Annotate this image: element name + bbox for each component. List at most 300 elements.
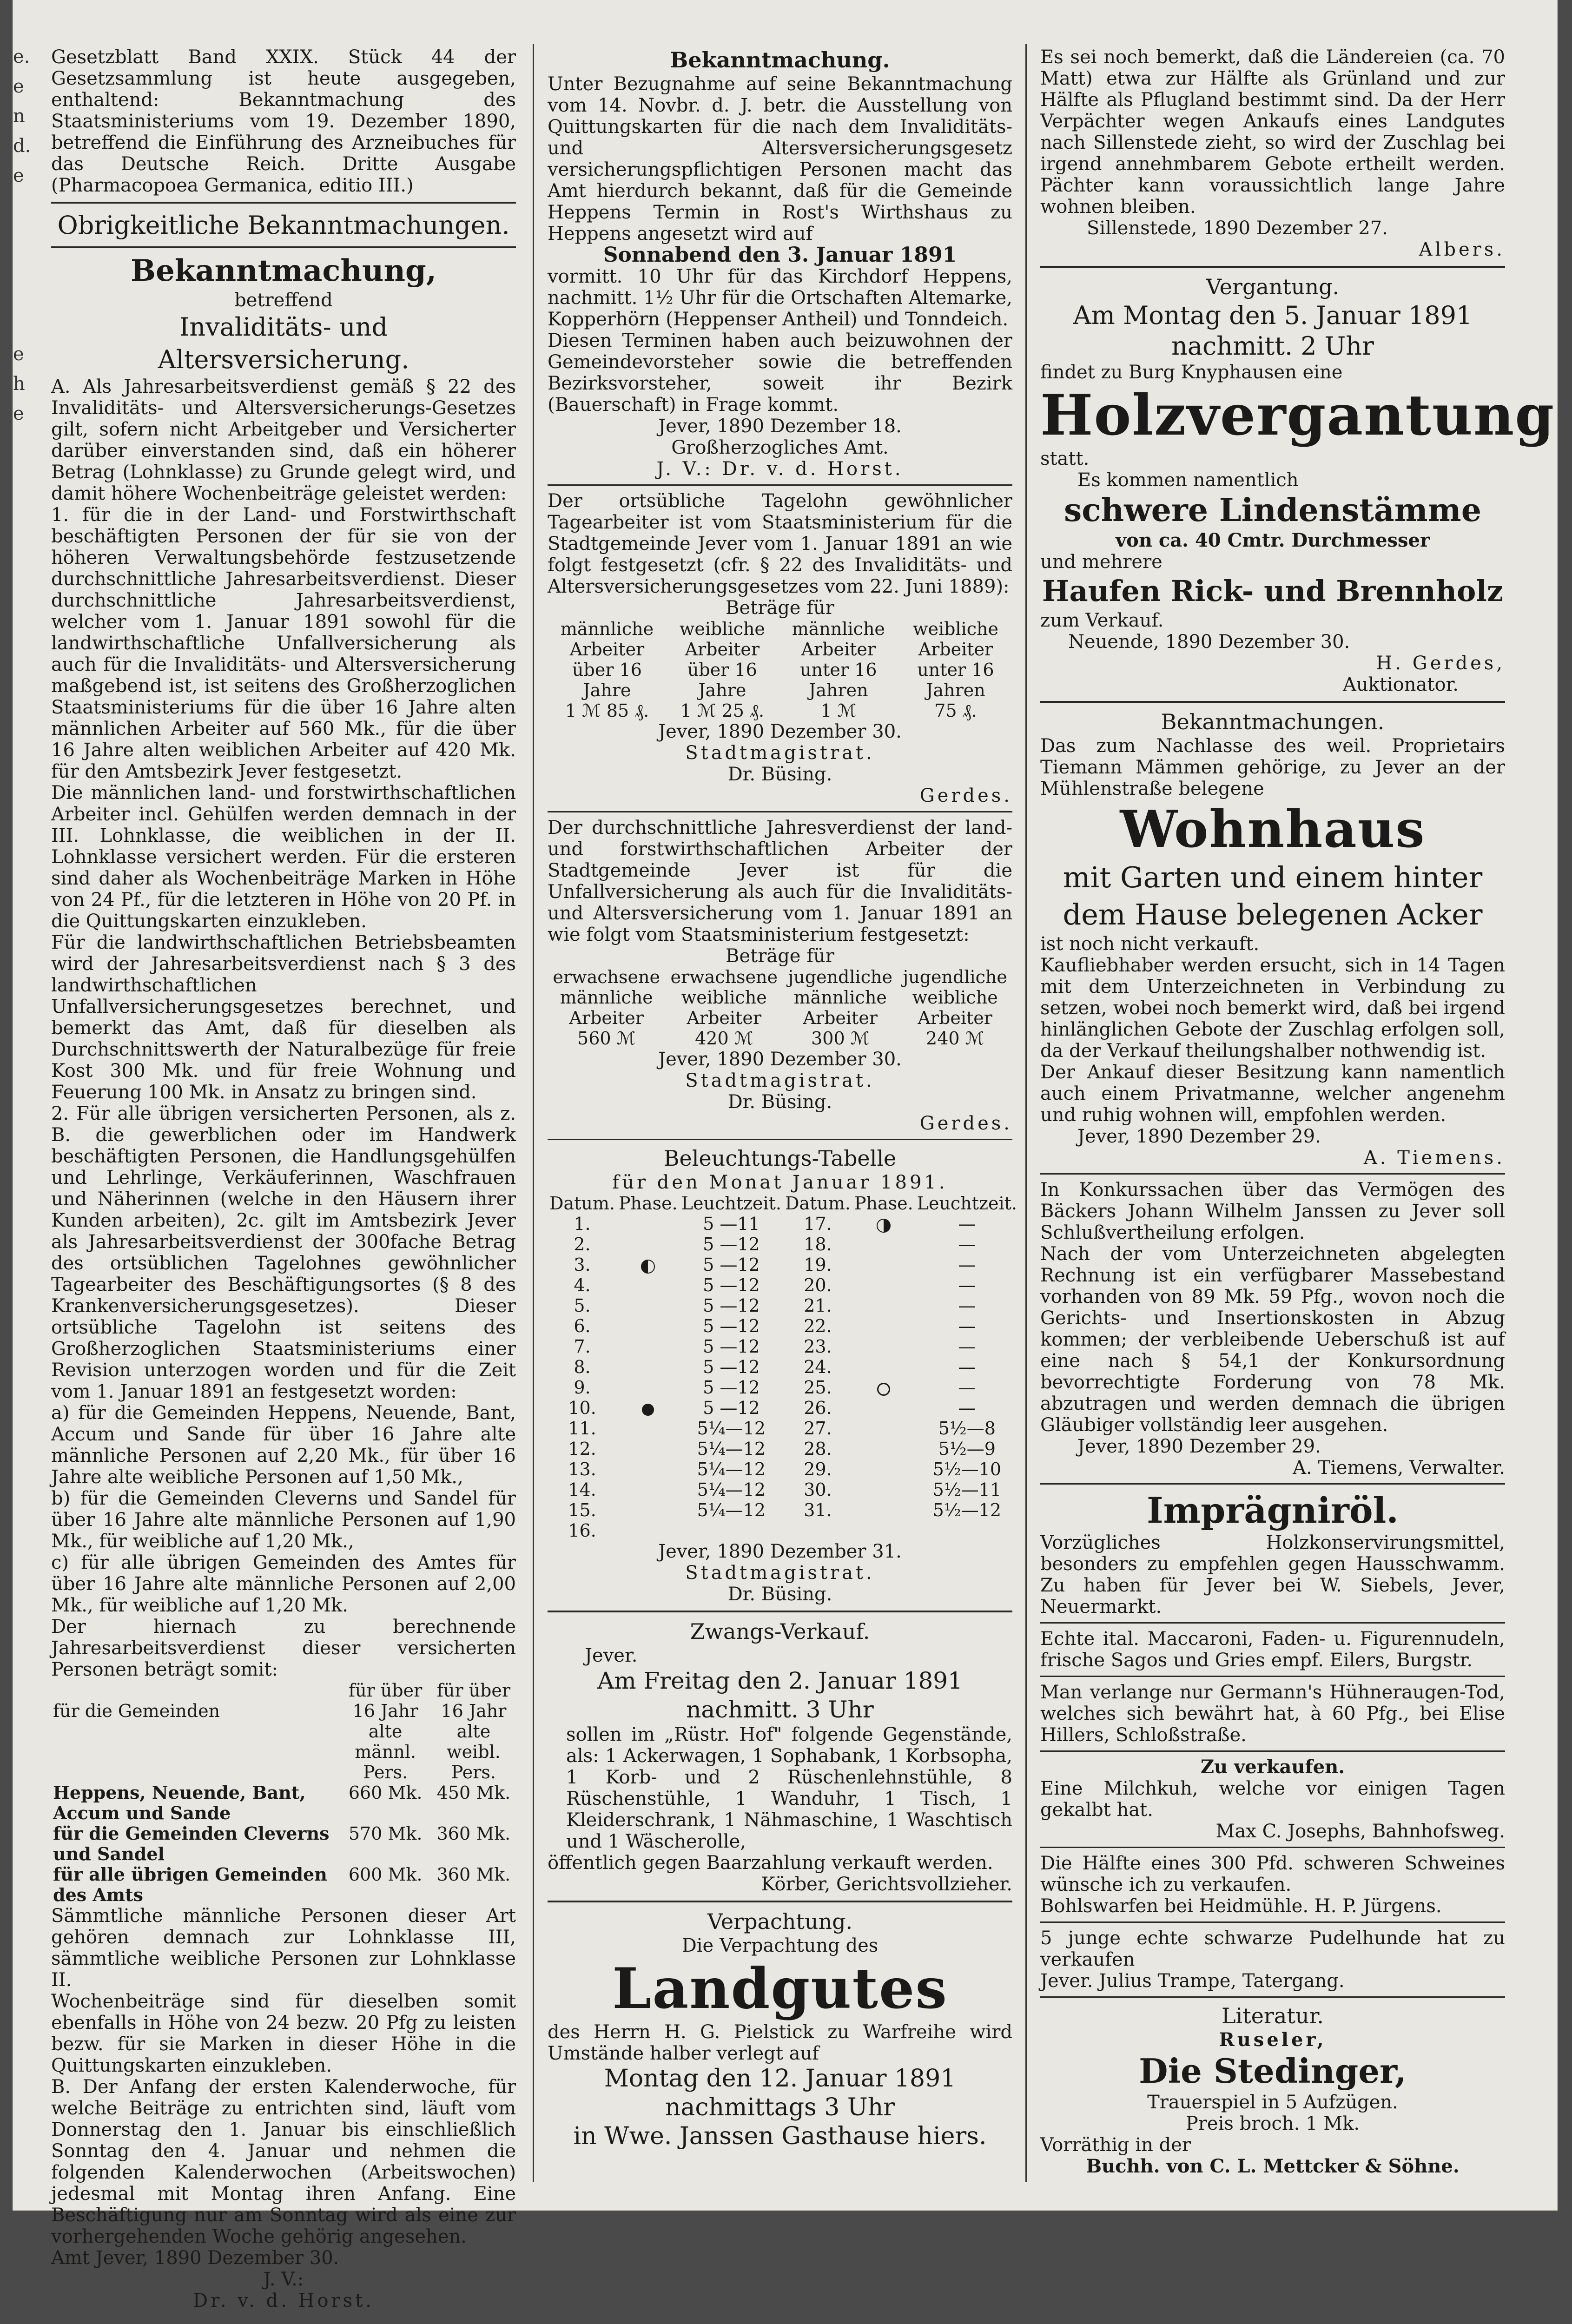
table-row xyxy=(548,1439,1019,1459)
table-caption: Beträge für xyxy=(726,597,834,619)
table-cell: 13. xyxy=(568,1459,596,1479)
table-cell: 5 —12 xyxy=(703,1336,760,1357)
table-row xyxy=(548,1479,1019,1500)
table-cell: 5 —12 xyxy=(703,1234,760,1254)
table-cell: 16. xyxy=(568,1520,596,1541)
table-cell: 5¼—12 xyxy=(697,1459,766,1479)
margin-fragment xyxy=(13,310,43,339)
table-row xyxy=(548,1316,1019,1336)
signature-name: J. V.: Dr. v. d. Horst. xyxy=(656,458,904,480)
verg-headline: Holzvergantung xyxy=(1040,383,1555,448)
table-cell: 19. xyxy=(804,1254,832,1275)
table-cell: 5. xyxy=(574,1295,591,1316)
moon-phase-icon xyxy=(852,1275,915,1295)
signature-org: Großherzogliches Amt. xyxy=(671,437,889,458)
table-cell: 5¼—12 xyxy=(697,1418,766,1439)
paragraph: B. Der Anfang der ersten Kalenderwoche, für welche Beiträge zu entrichten sind, läuft vom Donnerstag den 1. Januar bis einschließlich Sonntag den 4. Januar und nehmen die folgenden Kalenderwochen (Arbeitswochen) jedesmal mit Montag ihren Anfang. Eine Beschäftigung nur am Sonntag wird als eine zur vorhergehenden Woche gehörig angesehen. xyxy=(51,2076,516,2247)
signature-place: Jever, 1890 Dezember 30. xyxy=(658,1049,902,1070)
paragraph: Es sei noch bemerkt, daß die Ländereien (ca. 70 Matt) etwa zur Hälfte als Grünland und zur Hälfte als Pflugland bestimmt sind. Da der Herr Verpächter wegen Ankaufs eines Landgutes nach Sillenstede zieht, so wird der Zuschlag bei irgend annehmbarem Gebote ertheilt werden. Pächter kann voraussichtlich lange Jahre wohnen bleiben. xyxy=(1040,46,1505,218)
moon-phase-icon xyxy=(617,1439,680,1459)
column-rule-1 xyxy=(533,44,534,2182)
paragraph: A. Als Jahresarbeitsverdienst gemäß § 22 des Invaliditäts- und Altersversicherungs-Gesetzes gilt, sofern nicht Arbeitgeber und Versicherter darüber einverstanden sind, daß ein höherer Betrag (Lohnklasse) zu Grunde gelegt wird, und damit höhere Wochenbeiträge geleistet werden: xyxy=(51,376,516,504)
paragraph: Der ortsübliche Tagelohn gewöhnlicher Tagearbeiter ist vom Staatsministerium für die Stadtgemeinde Jever vom 1. Januar 1891 an wie folgt festgesetzt (cfr. § 22 des Invaliditäts- und Altersversicherungsgesetzes vom 22. Juni 1889): xyxy=(548,490,1012,597)
signature-name: Körber, Gerichtsvollzieher. xyxy=(761,1874,1012,1895)
zwang-title: Zwangs-Verkauf. xyxy=(690,1619,870,1644)
table-row: für alle übrigen Gemeinden des Amts 600 Mk. 360 Mk. xyxy=(53,1864,511,1905)
signature-place: Jever, 1890 Dezember 29. xyxy=(1077,1436,1321,1457)
moon-phase-icon xyxy=(617,1214,680,1234)
margin-fragment: e. xyxy=(13,46,30,67)
paragraph: Diesen Terminen haben auch beizuwohnen der Gemeindevorsteher sowie die betreffenden Bezirksvorsteher, soweit ihr Bezirk (Bauerschaft) in Frage kommt. xyxy=(548,330,1012,416)
signature-iv: J. V.: xyxy=(263,2269,304,2290)
margin-fragment xyxy=(13,1678,43,1708)
margin-fragment xyxy=(13,2243,43,2273)
table-row xyxy=(548,1214,1019,1234)
signature-place: Jever, 1890 Dezember 29. xyxy=(1077,1126,1321,1147)
table-cell: 5 —12 xyxy=(703,1295,760,1316)
margin-fragment xyxy=(13,1470,43,1499)
signature-sub: Gerdes. xyxy=(919,1113,1012,1134)
lighting-table: Datum. Phase. Leuchtzeit. Datum. Phase. Leuchtzeit. 1. 5 —11 17. — 2. 5 —12 18. — 3. 5 —12 19. — 4. 5 —12 20. — 5. 5 —12 21. — 6. 5 —12 22. — 7. 5 —12 23. — 8. 5 —12 24. — 9. 5 —12 25. — 10. 5 —12 26. — 11. 5¼—12 27. 5½—8 12. 5¼—12 28. 5½—9 13. 5¼—12 29. 5½—10 14. 5¼—12 30. 5½—11 15. 5¼—12 31. 5½—12 16. xyxy=(548,1193,1019,1541)
paragraph: 2. Für alle übrigen versicherten Personen, als z. B. die gewerblichen oder im Handwerk beschäftigten Personen, die Handlungsgehülfen und Lehrlinge, Verkäuferinnen, Waschfrauen und Näherinnen (welche in den Häusern ihrer Kunden arbeiten), 2c. gilt im Amtsbezirk Jever als Jahresarbeitsverdienst der 300fache Betrag des ortsüblichen Tagelohnes gewöhnlicher Tagearbeiter des Beschäftigungsortes (§ 8 des Krankenversicherungsgesetzes). Dieser ortsübliche Tagelohn ist seitens des Großherzoglichen Staatsministeriums einer Revision unterzogen worden und für die Zeit vom 1. Januar 1891 an festgesetzt worden: xyxy=(51,1103,516,1402)
margin-fragment xyxy=(13,934,43,964)
margin-fragment xyxy=(13,1351,43,1380)
impraegnieroel-headline: Imprägniröl. xyxy=(1147,1490,1399,1531)
margin-fragment xyxy=(13,1172,43,1202)
margin-fragment xyxy=(13,280,43,310)
literatur-shop: Buchh. von C. L. Mettcker & Söhne. xyxy=(1086,2155,1460,2177)
table-cell: — xyxy=(958,1275,976,1295)
verg-linden: schwere Lindenstämme xyxy=(1064,492,1481,529)
margin-fragment xyxy=(13,2273,43,2303)
signature-name: Jever. Julius Trampe, Tatergang. xyxy=(1040,1970,1345,1992)
lighting-table-title: Beleuchtungs-Tabelle xyxy=(663,1146,897,1171)
moon-phase-icon xyxy=(617,1336,680,1357)
margin-fragment: e xyxy=(13,76,24,97)
moon-phase-icon xyxy=(617,1275,680,1295)
table-cell: 23. xyxy=(804,1336,832,1357)
signature-place: Neuende, 1890 Dezember 30. xyxy=(1068,631,1350,653)
column-2 xyxy=(548,46,1017,2203)
moon-phase-icon xyxy=(617,1479,680,1500)
moon-phase-icon xyxy=(852,1439,915,1459)
table-cell: 5 —12 xyxy=(703,1316,760,1336)
margin-fragment xyxy=(13,905,43,934)
table-row xyxy=(548,1500,1019,1520)
table-cell: 9. xyxy=(574,1377,591,1398)
table-cell: — xyxy=(958,1357,976,1377)
margin-fragment xyxy=(13,696,43,726)
paragraph: Wochenbeiträge sind für dieselben somit ebenfalls in Höhe von 24 bezw. 20 Pfg zu leisten bezw. für sie Marken in dieser Höhe in die Quittungskarten einzukleben. xyxy=(51,1991,516,2076)
table-cell: 7. xyxy=(574,1336,591,1357)
literatur-author: Ruseler, xyxy=(1219,2029,1327,2051)
table-cell: 5¼—12 xyxy=(697,1500,766,1520)
table-cell: 2. xyxy=(574,1234,591,1254)
margin-fragment xyxy=(13,1856,43,1886)
verg-statt: statt. xyxy=(1040,448,1090,469)
margin-fragment xyxy=(13,220,43,250)
signature-place: Jever, 1890 Dezember 31. xyxy=(658,1541,902,1562)
paragraph: vormitt. 10 Uhr für das Kirchdorf Heppens, nachmitt. 1½ Uhr für die Ortschaften Altemarke, Kopperhörn (Heppenser Antheil) und Tonndeich. xyxy=(548,266,1012,330)
signature-name: Max C. Josephs, Bahnhofsweg. xyxy=(1215,1821,1505,1842)
moon-phase-icon xyxy=(617,1316,680,1336)
margin-fragment xyxy=(13,964,43,994)
pacht-time: nachmittags 3 Uhr xyxy=(665,2093,895,2121)
table-cell: 21. xyxy=(804,1295,832,1316)
table-cell: 22. xyxy=(804,1316,832,1336)
verg-verkauf: zum Verkauf. xyxy=(1040,610,1164,631)
paragraph: Der hiernach zu berechnende Jahresarbeitsverdienst dieser versicherten Personen beträgt somit: xyxy=(51,1616,516,1680)
paragraph: c) für alle übrigen Gemeinden des Amtes für über 16 Jahre alte männliche Personen auf 2,00 Mk., für weibliche auf 1,20 Mk. xyxy=(51,1552,516,1616)
margin-fragment xyxy=(13,1827,43,1856)
margin-fragment xyxy=(13,1142,43,1172)
margin-fragment xyxy=(13,1946,43,1975)
margin-fragment xyxy=(13,1113,43,1142)
table-cell: 5½—11 xyxy=(932,1479,1002,1500)
margin-fragment xyxy=(13,548,43,577)
gesetzblatt-notice: Gesetzblatt Band XXIX. Stück 44 der Gesetzsammlung ist heute ausgegeben, enthaltend: Bekanntmachung des Staatsministeriums vom 19. Dezember 1890, betreffend die Einführung des Arzneibuches für das Deutsche Reich. Dritte Ausgabe (Pharmacopoea Germanica, editio III.) xyxy=(51,46,516,196)
paragraph: Man verlange nur Germann's Hühneraugen-Tod, welches sich bewährt hat, à 60 Pfg., bei Elise Hillers, Schloßstraße. xyxy=(1040,1682,1505,1746)
signature-name: Dr. Büsing. xyxy=(727,1091,832,1113)
verg-und: und mehrere xyxy=(1040,551,1162,573)
notice-date: Sonnabend den 3. Januar 1891 xyxy=(603,243,957,267)
margin-fragment xyxy=(13,2124,43,2154)
moon-phase-icon xyxy=(617,1418,680,1439)
margin-fragment xyxy=(13,2154,43,2184)
margin-fragment xyxy=(13,1767,43,1797)
margin-fragment xyxy=(13,1648,43,1678)
notice-betreffend: betreffend xyxy=(234,290,333,311)
signature-name: A. Tiemens. xyxy=(1363,1147,1505,1169)
margin-fragment xyxy=(13,191,43,220)
margin-fragment: e xyxy=(13,343,24,365)
notice-subject: Invaliditäts- und Altersversicherung. xyxy=(158,312,410,374)
margin-fragment xyxy=(13,1797,43,1827)
moon-phase-icon xyxy=(852,1214,915,1234)
signature-name: Bohlswarfen bei Heidmühle. H. P. Jürgens. xyxy=(1040,1895,1442,1917)
margin-fragment xyxy=(13,875,43,905)
margin-fragment xyxy=(13,577,43,607)
moon-phase-icon xyxy=(617,1500,680,1520)
margin-fragment xyxy=(13,1023,43,1053)
moon-phase-icon xyxy=(852,1316,915,1336)
table-cell: 5½—12 xyxy=(932,1500,1002,1520)
pacht-headline: Landgutes xyxy=(612,1956,948,2021)
verg-haufen: Haufen Rick- und Brennholz xyxy=(1042,574,1504,608)
moon-phase-icon xyxy=(852,1295,915,1316)
moon-phase-icon xyxy=(852,1357,915,1377)
signature-name: Dr. v. d. Horst. xyxy=(193,2290,374,2311)
table-cell: 10. xyxy=(568,1398,596,1418)
notice-title: Bekanntmachung. xyxy=(670,47,890,73)
margin-fragment xyxy=(13,1261,43,1291)
margin-fragment xyxy=(13,756,43,786)
table-cell xyxy=(915,1520,1019,1541)
moon-phase-icon xyxy=(852,1500,915,1520)
literatur-headline: Die Stedinger, xyxy=(1139,2051,1407,2091)
table-row xyxy=(548,1418,1019,1439)
paragraph: 1. für die in der Land- und Forstwirthschaft beschäftigten Personen der für sie von der höheren Verwaltungsbehörde festzusetzende durchschnittliche Jahresarbeitsverdienst. Dieser durchschnittliche Jahresarbeitsverdienst, welcher vom 1. Januar 1891 sowohl für die landwirthschaftliche Unfallversicherung als auch für die Invaliditäts- und Altersversicherung maßgebend ist, ist seitens des Großherzoglichen Staatsministeriums für die über 16 Jahre alten männlichen Arbeiter auf 560 Mk., für die über 16 Jahre alten weiblichen Arbeiter auf 420 Mk. für den Amtsbezirk Jever festgesetzt. xyxy=(51,504,516,782)
verg-title: Vergantung. xyxy=(1206,274,1340,299)
moon-phase-icon xyxy=(852,1479,915,1500)
margin-fragment xyxy=(13,637,43,667)
paragraph: ist noch nicht verkauft. xyxy=(1040,933,1260,955)
table-cell: 25. xyxy=(804,1377,832,1398)
paragraph: Der durchschnittliche Jahresverdienst der land- und forstwirthschaftlichen Arbeiter der Stadtgemeinde Jever ist für die Unfallversicherung als auch für die Invaliditäts- und Altersversicherung vom 1. Januar 1891 an wie folgt vom Staatsministerium festgesetzt: xyxy=(548,817,1012,945)
margin-fragment xyxy=(13,1410,43,1440)
paragraph: Der Ankauf dieser Besitzung kann namentlich auch einem Privatmanne, welcher angenehm und ruhig wohnen will, empfohlen werden. xyxy=(1040,1062,1505,1126)
table-cell: 24. xyxy=(804,1357,832,1377)
margin-fragment xyxy=(13,2094,43,2124)
table-cell: 28. xyxy=(804,1439,832,1459)
table-row xyxy=(548,1520,1019,1541)
table-row: 560 ℳ 420 ℳ 300 ℳ 240 ℳ xyxy=(577,1028,984,1049)
margin-fragment xyxy=(13,2213,43,2243)
pacht-title: Verpachtung. xyxy=(707,1909,853,1934)
zwang-time: nachmitt. 3 Uhr xyxy=(686,1696,874,1723)
table-caption: Beträge für xyxy=(726,945,834,967)
literatur-title: Literatur. xyxy=(1221,2003,1324,2028)
margin-fragment: n xyxy=(13,106,25,127)
left-margin-fragments xyxy=(13,42,43,2180)
table-cell: 14. xyxy=(568,1479,596,1500)
signature-org: Stadtmagistrat. xyxy=(685,1562,875,1584)
margin-fragment xyxy=(13,1916,43,1946)
column-rule-2 xyxy=(1025,44,1027,2182)
margin-fragment xyxy=(13,1737,43,1767)
table-cell xyxy=(783,1520,852,1541)
column-3 xyxy=(1040,46,1555,2203)
signature-place: Jever, 1890 Dezember 30. xyxy=(658,721,902,742)
moon-phase-icon xyxy=(852,1459,915,1479)
margin-fragment xyxy=(13,429,43,458)
table-cell: 5½—8 xyxy=(938,1418,996,1439)
table-row xyxy=(548,1459,1019,1479)
margin-fragment xyxy=(13,488,43,518)
margin-fragment xyxy=(13,1380,43,1410)
lighting-table-subtitle: für den Monat Januar 1891. xyxy=(612,1172,948,1193)
literatur-avail: Vorräthig in der xyxy=(1040,2134,1191,2156)
table-cell: 31. xyxy=(804,1500,832,1520)
table-cell: 20. xyxy=(804,1275,832,1295)
table-row xyxy=(548,1234,1019,1254)
table-cell: 5 —12 xyxy=(703,1357,760,1377)
margin-fragment: h xyxy=(13,373,25,395)
moon-phase-icon xyxy=(852,1418,915,1439)
moon-phase-icon xyxy=(617,1520,680,1541)
paragraph: Kaufliebhaber werden ersucht, sich in 14 Tagen mit dem Unterzeichneten in Verbindung zu setzen, wobei noch bemerkt wird, daß bei irgend hinlänglichen Gebote der Zuschlag erfolgen soll, da der Verkauf theilungshalber nothwendig ist. xyxy=(1040,955,1505,1062)
margin-fragment xyxy=(13,667,43,696)
margin-fragment xyxy=(13,1529,43,1559)
paragraph: 5 junge echte schwarze Pudelhunde hat zu verkaufen xyxy=(1040,1928,1505,1970)
paragraph: öffentlich gegen Baarzahlung verkauft werden. xyxy=(548,1852,993,1874)
table-row xyxy=(548,1295,1019,1316)
table-row xyxy=(548,1398,1019,1418)
margin-fragment xyxy=(13,2065,43,2094)
table-row xyxy=(548,1377,1019,1398)
table-row: 1 ℳ 85 ₰. 1 ℳ 25 ₰. 1 ℳ 75 ₰. xyxy=(565,700,977,721)
table-row xyxy=(548,1254,1019,1275)
wohnhaus-subtitle: mit Garten und einem hinter dem Hause belegenen Acker xyxy=(1063,860,1483,931)
table-cell: 1. xyxy=(574,1214,591,1234)
zwang-date: Am Freitag den 2. Januar 1891 xyxy=(597,1667,963,1694)
margin-fragment xyxy=(13,726,43,756)
margin-fragment xyxy=(13,458,43,488)
margin-fragment xyxy=(13,1559,43,1589)
table-row: für die Gemeinden Cleverns und Sandel 570 Mk. 360 Mk. xyxy=(53,1823,511,1864)
table-cell: 5 —12 xyxy=(703,1377,760,1398)
margin-fragment xyxy=(13,815,43,845)
margin-fragment xyxy=(13,994,43,1023)
table-cell: — xyxy=(958,1316,976,1336)
signature-name: H. Gerdes, xyxy=(1376,653,1505,674)
margin-fragment xyxy=(13,1440,43,1470)
paragraph: Die männlichen land- und forstwirthschaftlichen Arbeiter incl. Gehülfen werden demnach in der III. Lohnklasse, die weiblichen in der II. Lohnklasse versichert werden. Für die ersteren sind daher als Wochenbeiträge Marken in Höhe von 24 Pf., für die letzteren in Höhe von 20 Pf. in die Quittungskarten einzukleben. xyxy=(51,782,516,932)
margin-fragment xyxy=(13,1708,43,1737)
table-cell: 5 —11 xyxy=(703,1214,760,1234)
margin-fragment xyxy=(13,1618,43,1648)
table-cell: — xyxy=(958,1214,976,1234)
verg-date: Am Montag den 5. Januar 1891 xyxy=(1073,301,1473,330)
margin-fragment xyxy=(13,1886,43,1916)
signature-org: Stadtmagistrat. xyxy=(685,1070,875,1091)
table-row xyxy=(548,1275,1019,1295)
moon-phase-icon xyxy=(852,1234,915,1254)
margin-fragment xyxy=(13,1202,43,1232)
table-cell: 8. xyxy=(574,1357,591,1377)
signature-name: Albers. xyxy=(1419,239,1505,260)
signature-name: A. Tiemens, Verwalter. xyxy=(1293,1457,1505,1479)
table-cell: — xyxy=(958,1336,976,1357)
margin-fragment xyxy=(13,2005,43,2035)
margin-fragment xyxy=(13,2184,43,2213)
notice-title: Bekanntmachung, xyxy=(130,253,437,288)
moon-phase-icon xyxy=(852,1377,915,1398)
column-1 xyxy=(51,46,516,2311)
moon-phase-icon xyxy=(852,1254,915,1275)
bek-title: Bekanntmachungen. xyxy=(1161,709,1385,734)
signature-title: Auktionator. xyxy=(1342,674,1459,695)
signature-sub: Gerdes. xyxy=(919,785,1012,806)
paragraph: Die Hälfte eines 300 Pfd. schweren Schweines wünsche ich zu verkaufen. xyxy=(1040,1853,1505,1895)
table-cell: 11. xyxy=(568,1418,596,1439)
pacht-location: in Wwe. Janssen Gasthause hiers. xyxy=(573,2122,987,2150)
table-cell: 3. xyxy=(574,1254,591,1275)
table-cell: — xyxy=(958,1234,976,1254)
moon-phase-icon xyxy=(617,1295,680,1316)
margin-fragment xyxy=(13,1053,43,1083)
margin-fragment xyxy=(13,1232,43,1261)
signature-name: Dr. Büsing. xyxy=(727,764,832,785)
table-cell: 5½—10 xyxy=(932,1459,1002,1479)
paragraph: Sämmtliche männliche Personen dieser Art gehören demnach zur Lohnklasse III, sämmtliche weibliche Personen zur Lohnklasse II. xyxy=(51,1905,516,1991)
newspaper-page xyxy=(13,0,1557,2311)
moon-phase-icon xyxy=(852,1520,915,1541)
literatur-subtitle: Trauerspiel in 5 Aufzügen. xyxy=(1147,2092,1398,2113)
table-cell: 5¼—12 xyxy=(697,1439,766,1459)
paragraph: sollen im „Rüstr. Hof" folgende Gegenstände, als: 1 Ackerwagen, 1 Sophabank, 1 Korbsopha, 1 Korb- und 2 Rüschenlehnstühle, 8 Rüschenstühle, 1 Wanduhr, 1 Tisch, 1 Kleiderschrank, 1 Nähmaschine, 1 Waschtisch und 1 Wäscherolle, xyxy=(566,1724,1012,1852)
table-cell: 12. xyxy=(568,1439,596,1459)
paragraph: In Konkurssachen über das Vermögen des Bäckers Johann Wilhelm Janssen zu Jever soll Schlußvertheilung erfolgen. xyxy=(1040,1179,1505,1243)
table-cell: 5 —12 xyxy=(703,1398,760,1418)
table-cell xyxy=(680,1520,783,1541)
signature-place: Amt Jever, 1890 Dezember 30. xyxy=(51,2247,339,2269)
pacht-subtitle: Die Verpachtung des xyxy=(681,1935,878,1956)
margin-fragment xyxy=(13,1083,43,1113)
table-cell: 27. xyxy=(804,1418,832,1439)
pacht-date: Montag den 12. Januar 1891 xyxy=(604,2065,956,2093)
signature-org: Stadtmagistrat. xyxy=(685,742,875,764)
moon-phase-icon xyxy=(617,1398,680,1418)
signature-place: Jever, 1890 Dezember 18. xyxy=(658,416,902,437)
paragraph: Unter Bezugnahme auf seine Bekanntmachung vom 14. Novbr. d. J. betr. die Ausstellung von Quittungskarten für die nach dem Invaliditäts- und Altersversicherungsgesetz versicherungspflichtigen Personen macht das Amt hierdurch bekannt, daß für die Gemeinde Heppens Termin in Rost's Wirthshaus zu Heppens angesetzt wird auf xyxy=(548,73,1012,244)
literatur-price: Preis broch. 1 Mk. xyxy=(1185,2113,1360,2134)
paragraph: Das zum Nachlasse des weil. Proprietairs Tiemann Mämmen gehörige, zu Jever an der Mühlenstraße belegene xyxy=(1040,735,1505,799)
earnings-table-2: erwachsene männliche Arbeiter erwachsene weibliche Arbeiter jugendliche männliche Arbeiter jugendliche weibliche Arbeiter 560 ℳ 420 ℳ 300 ℳ 240 ℳ xyxy=(548,967,1012,1049)
table-cell: 5¼—12 xyxy=(697,1479,766,1500)
margin-fragment xyxy=(13,786,43,815)
table-row: Heppens, Neuende, Bant, Accum und Sande 660 Mk. 450 Mk. xyxy=(53,1782,511,1823)
table-cell: 5½—9 xyxy=(938,1439,996,1459)
paragraph: a) für die Gemeinden Heppens, Neuende, Bant, Accum und Sande für über 16 Jahre alte männliche Personen auf 2,20 Mk., für über 16 Jahre alte weibliche Personen auf 1,50 Mk., xyxy=(51,1402,516,1488)
table-cell: 4. xyxy=(574,1275,591,1295)
paragraph: Nach der vom Unterzeichneten abgelegten Rechnung ist ein verfügbarer Massebestand vorhanden von 89 Mk. 59 Pfg., wovon noch die Gerichts- und Insertionskosten in Abzug kommen; der verbleibende Ueberschuß ist auf eine nach § 54,1 der Konkursordnung bevorrechtigte Forderung von 78 Mk. abzutragen und werden demnach die übrigen Gläubiger vollständig leer ausgehen. xyxy=(1040,1243,1505,1436)
moon-phase-icon xyxy=(617,1459,680,1479)
wohnhaus-headline: Wohnhaus xyxy=(1120,799,1426,859)
table-row xyxy=(548,1336,1019,1357)
paragraph: Für die landwirthschaftlichen Betriebsbeamten wird der Jahresarbeitsverdienst nach § 3 des landwirthschaftlichen Unfallversicherungsgesetzes berechnet, und bemerkt das Amt, daß für dieselben als Durchschnittswerth der Naturalbezüge für freie Kost 300 Mk. und für freie Wohnung und Feuerung 100 Mk. in Ansatz zu bringen sind. xyxy=(51,932,516,1103)
paragraph: Echte ital. Maccaroni, Faden- u. Figurennudeln, frische Sagos und Gries empf. Eilers, Burgstr. xyxy=(1040,1628,1505,1671)
table-cell: 5 —12 xyxy=(703,1275,760,1295)
signature-name: Dr. Büsing. xyxy=(727,1584,832,1605)
margin-fragment xyxy=(13,1975,43,2005)
table-cell: 5 —12 xyxy=(703,1254,760,1275)
margin-fragment: d. xyxy=(13,135,31,157)
moon-phase-icon xyxy=(852,1398,915,1418)
margin-fragment xyxy=(13,1291,43,1321)
table-row xyxy=(548,1357,1019,1377)
table-cell: 15. xyxy=(568,1500,596,1520)
table-cell: — xyxy=(958,1398,976,1418)
moon-phase-icon xyxy=(617,1234,680,1254)
table-cell: — xyxy=(958,1295,976,1316)
table-cell: 18. xyxy=(804,1234,832,1254)
margin-fragment xyxy=(13,1589,43,1618)
table-cell: 17. xyxy=(804,1214,832,1234)
section-title: Obrigkeitliche Bekanntmachungen. xyxy=(57,211,510,240)
moon-phase-icon xyxy=(617,1357,680,1377)
moon-phase-icon xyxy=(617,1254,680,1275)
table-cell: 30. xyxy=(804,1479,832,1500)
verg-time: nachmitt. 2 Uhr xyxy=(1171,331,1374,361)
verg-kommen: Es kommen namentlich xyxy=(1077,469,1299,491)
moon-phase-icon xyxy=(617,1377,680,1398)
table-cell: — xyxy=(958,1377,976,1398)
moon-phase-icon xyxy=(852,1336,915,1357)
margin-fragment: e xyxy=(13,165,24,186)
margin-fragment xyxy=(13,607,43,637)
verg-where: findet zu Burg Knyphausen eine xyxy=(1040,362,1343,383)
margin-fragment: e xyxy=(13,403,24,424)
wage-table: männliche Arbeiter über 16 Jahre weibliche Arbeiter über 16 Jahre männliche Arbeiter unter 16 Jahren weibliche Arbeiter unter 16 Jahren 1 ℳ 85 ₰. 1 ℳ 25 ₰. 1 ℳ 75 ₰. xyxy=(548,619,1012,721)
paragraph: Vorzügliches Holzkonservirungsmittel, besonders zu empfehlen gegen Hausschwamm. Zu haben für Jever bei W. Siebels, Jever, Neuermarkt. xyxy=(1040,1532,1505,1618)
paragraph: b) für die Gemeinden Cleverns und Sandel für über 16 Jahre alte männliche Personen auf 1,90 Mk., für weibliche auf 1,20 Mk., xyxy=(51,1488,516,1552)
table-cell: — xyxy=(958,1254,976,1275)
verkauf-title: Zu verkaufen. xyxy=(1200,1756,1345,1778)
verg-durchmesser: von ca. 40 Cmtr. Durchmesser xyxy=(1115,529,1430,551)
table-cell: 29. xyxy=(804,1459,832,1479)
margin-fragment xyxy=(13,1499,43,1529)
